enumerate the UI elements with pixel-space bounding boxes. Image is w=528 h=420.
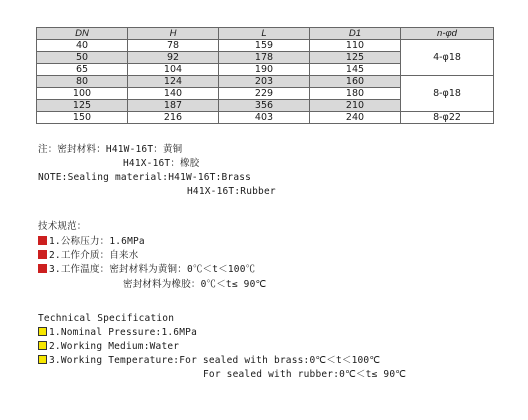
spec-cn-item-text: 1.公称压力：1.6MPa [49, 236, 145, 247]
spec-en-item-text: 1.Nominal Pressure:1.6MPa [49, 327, 197, 338]
table-row [37, 76, 494, 88]
yellow-square-bullet-icon [38, 341, 47, 350]
cell-d1: 180 [310, 88, 401, 100]
spec-cn-item [38, 236, 145, 247]
cell-l: 356 [219, 100, 310, 112]
header-dn: DN [37, 28, 128, 40]
note-cn-line2: H41X-16T：橡胶 [123, 158, 200, 169]
table-header-row [37, 28, 494, 40]
cell-dn: 150 [37, 112, 128, 124]
spec-cn-item-text: 2.工作介质：自来水 [49, 250, 139, 261]
cell-dn: 100 [37, 88, 128, 100]
cell-h: 124 [128, 76, 219, 88]
cell-dn: 40 [37, 40, 128, 52]
note-cn-line1: 注：密封材料：H41W-16T：黄铜 [38, 144, 183, 155]
header-d1: D1 [310, 28, 401, 40]
table-row [37, 40, 494, 52]
cell-h: 104 [128, 64, 219, 76]
cell-l: 190 [219, 64, 310, 76]
red-square-bullet-icon [38, 250, 47, 259]
spec-en-item [38, 327, 197, 338]
cell-d1: 240 [310, 112, 401, 124]
dimension-table [36, 27, 494, 124]
cell-bolt-holes: 8-φ22 [401, 112, 494, 124]
cell-bolt-holes: 4-φ18 [401, 40, 494, 76]
spec-cn-title: 技术规范： [38, 221, 87, 232]
cell-d1: 145 [310, 64, 401, 76]
header-bolt-holes: n-φd [401, 28, 494, 40]
spec-en-item3-line2: For sealed with rubber:0℃＜t≤ 90℃ [203, 369, 407, 380]
red-square-bullet-icon [38, 264, 47, 273]
cell-d1: 160 [310, 76, 401, 88]
cell-bolt-holes: 8-φ18 [401, 76, 494, 112]
cell-l: 203 [219, 76, 310, 88]
cell-d1: 210 [310, 100, 401, 112]
yellow-square-bullet-icon [38, 327, 47, 336]
cell-dn: 65 [37, 64, 128, 76]
cell-dn: 125 [37, 100, 128, 112]
spec-cn-item3-line2: 密封材料为橡胶：0℃＜t≤ 90℃ [123, 279, 267, 290]
cell-h: 140 [128, 88, 219, 100]
cell-h: 216 [128, 112, 219, 124]
spec-cn-item-text: 3.工作温度：密封材料为黄铜：0℃＜t＜100℃ [49, 264, 256, 275]
yellow-square-bullet-icon [38, 355, 47, 364]
spec-en-item-text: 2.Working Medium:Water [49, 341, 180, 352]
cell-l: 159 [219, 40, 310, 52]
header-l: L [219, 28, 310, 40]
note-en-line2: H41X-16T:Rubber [187, 186, 276, 197]
cell-h: 78 [128, 40, 219, 52]
cell-l: 178 [219, 52, 310, 64]
cell-d1: 125 [310, 52, 401, 64]
header-h: H [128, 28, 219, 40]
note-en-line1: NOTE:Sealing material:H41W-16T:Brass [38, 172, 252, 183]
cell-h: 92 [128, 52, 219, 64]
spec-en-item-text: 3.Working Temperature:For sealed with brass:0℃＜t＜100℃ [49, 355, 381, 366]
spec-en-item [38, 355, 380, 366]
spec-cn-item [38, 250, 138, 261]
spec-en-title: Technical Specification [38, 313, 175, 324]
cell-d1: 110 [310, 40, 401, 52]
cell-dn: 80 [37, 76, 128, 88]
spec-cn-item [38, 264, 255, 275]
cell-l: 403 [219, 112, 310, 124]
table-row [37, 112, 494, 124]
red-square-bullet-icon [38, 236, 47, 245]
spec-en-item [38, 341, 179, 352]
cell-l: 229 [219, 88, 310, 100]
cell-h: 187 [128, 100, 219, 112]
cell-dn: 50 [37, 52, 128, 64]
